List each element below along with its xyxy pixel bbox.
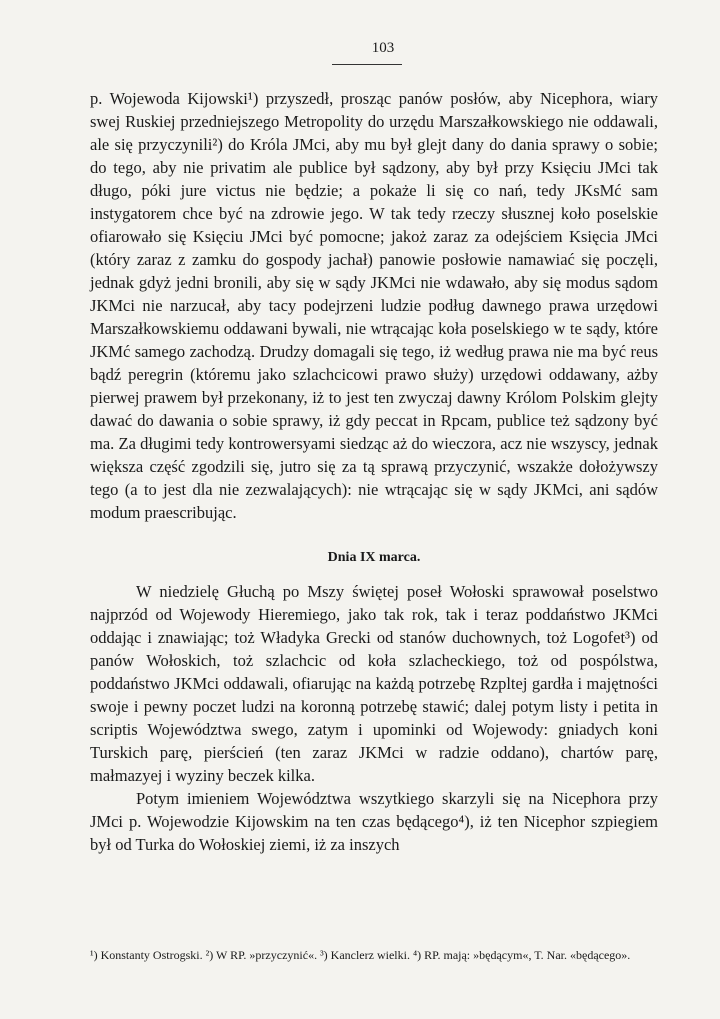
footnotes: ¹) Konstanty Ostrogski. ²) W RP. »przyczynić«. ³) Kanclerz wielki. ⁴) RP. mają: »będącym«, T. Nar. «będącego». bbox=[90, 948, 631, 962]
paragraph-3: Potym imieniem Województwa wszytkiego skarzyli się na Nicephora przy JMci p. Wojewodzie Kijowskim na ten czas będącego⁴), iż ten Nicephor szpiegiem był od Turka do Wołoskiej ziemi, iż za inszych bbox=[90, 789, 658, 854]
paragraph-2: W niedzielę Głuchą po Mszy świętej poseł Wołoski sprawował poselstwo najprzód od Wojewody Hieremiego, jako tak rok, tak i teraz poddaństwo JKMci oddając i znawiając; toż Władyka Grecki od stanów duchownych, toż Logofet³) od panów Wołoskich, toż szlachcic od koła szlacheckiego, toż od pospólstwa, poddaństwo JKMci oddawali, ofiarując na każdą potrzebę Rzpltej gardła i majętności swoje i pewny poczet ludzi na koronną potrzebę stawić; dalej potym listy i petita in scriptis Województwa swego, zatym i upominki od Wojewody: gniadych koni Turskich parę, pierścień (ten zaraz JKMci w radzie oddano), chartów parę, małmazyej i wyziny beczek kilka. bbox=[90, 582, 658, 785]
page-number: 103 bbox=[371, 40, 395, 56]
page-number-rule bbox=[332, 64, 402, 65]
paragraph-1: p. Wojewoda Kijowski¹) przyszedł, prosząc panów posłów, aby Nicephora, wiary swej Ruskiej przedniejszego Metropolity do urzędu Marszałkowskiego nie oddawali, ale się przyczynili²) do Króla JMci, aby mu był glejt dany do dania sprawy o sobie; do tego, aby nie privatim ale publice był sądzony, aby był przy Księciu JMci tak długo, póki jure victus nie będzie; a pokaże li się co nań, tedy JKsMć sam instygatorem chce być na zdrowie jego. W tak tedy rzeczy słusznej koło poselskie ofiarowało się Księciu JMci być pomocne; jakoż zaraz za odejściem Księcia JMci (który zaraz z zamku do gospody jachał) panowie posłowie namawiać się poczęli, jednak gdyż jedni bronili, aby się w sądy JKMci nie wdawało, aby się modus sądom JKMci nie narzucał, aby tacy podejrzeni ludzie podług dawnego prawa urzędowi Marszałkowskiemu oddawani bywali, nie wtrącając koła poselskiego w te sądy, które JKMć samego zachodzą. Drudzy domagali się tego, iż według prawa nie ma być reus bądź peregrin (któremu jako szlachcicowi prawo służy) urzędowi oddawany, ażby pierwej prawem był przekonany, iż to jest ten zwyczaj dawny Królom Polskim glejty dawać do dawania o sobie sprawy, iż gdy peccat in Rpcam, publice też sądzony być ma. Za długimi tedy kontrowersyami siedząc aż do wieczora, acz nie wszyscy, jednak większa część zgodzili się, jutro się za tą sprawą przyczynić, wszakże dołożywszy tego (a to jest dla nie zezwalających): nie wtrącając się w sądy JKMci, ani sądów modum praescribując. bbox=[90, 89, 658, 522]
section-heading: Dnia IX marca. bbox=[327, 550, 421, 565]
